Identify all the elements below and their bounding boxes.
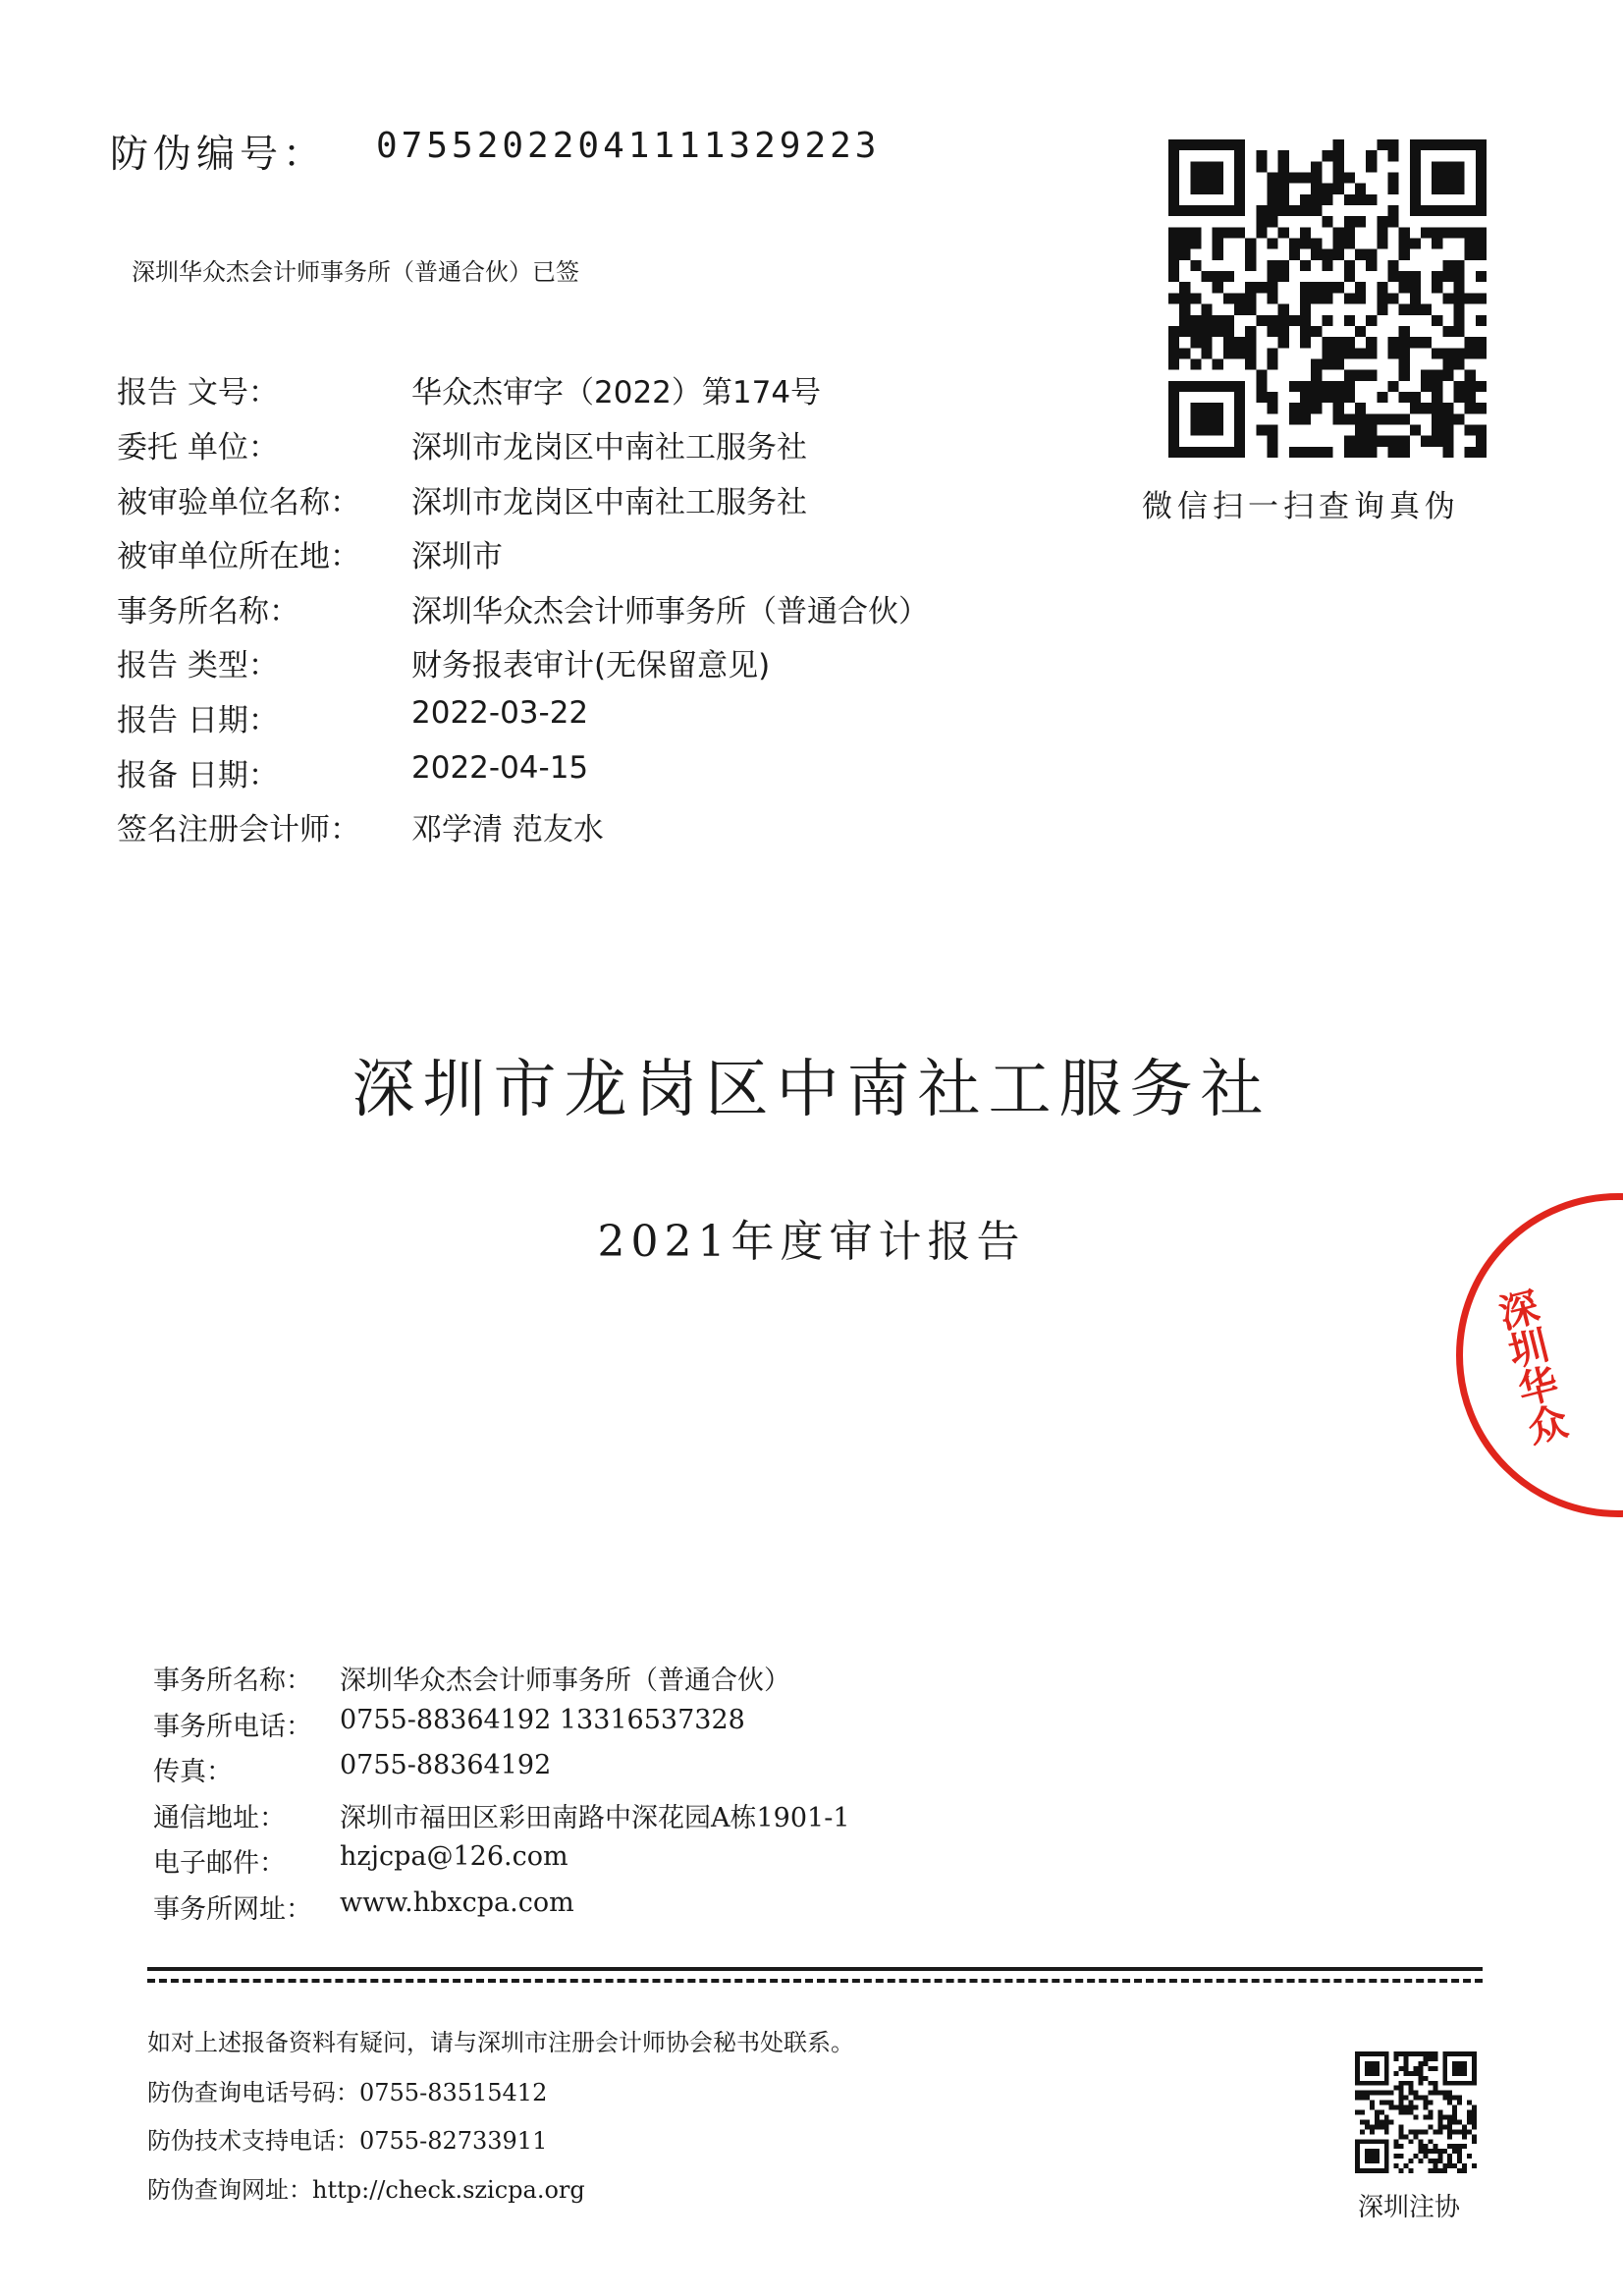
seal-text: 深圳华众 (1488, 1285, 1571, 1449)
footer-phone (147, 2073, 547, 2107)
footer-support-value: 0755-82733911 (359, 2127, 548, 2155)
info-value: 深圳市 (411, 539, 503, 574)
section-divider (147, 1967, 1483, 1975)
footer-url (147, 2170, 585, 2205)
info-value: 深圳市龙岗区中南社工服务社 (411, 485, 807, 520)
footer-phone-label: 防伪查询电话号码： (147, 2079, 359, 2106)
szicpa-qr-caption: 深圳注协 (1358, 2193, 1461, 2222)
anti-counterfeit-code-label: 防伪编号： (110, 133, 327, 177)
firm-value: 深圳市福田区彩田南路中深花园A栋1901-1 (340, 1803, 850, 1833)
info-label: 事务所名称： (117, 594, 299, 629)
firm-label: 事务所电话： (153, 1712, 312, 1742)
footer-note: 如对上述报备资料有疑问，请与深圳市注册会计师协会秘书处联系。 (147, 2029, 854, 2056)
footer-support-label: 防伪技术支持电话： (147, 2127, 359, 2155)
info-value: 2022-03-22 (411, 695, 589, 731)
firm-label: 电子邮件： (153, 1848, 286, 1879)
info-label: 报备 日期： (117, 758, 279, 793)
firm-website-link[interactable]: www.hbxcpa.com (340, 1887, 574, 1918)
anti-counterfeit-code-value: 07552022041111329223 (376, 126, 881, 166)
info-value: 财务报表审计(无保留意见) (411, 648, 771, 683)
footer-url-link[interactable]: http://check.szicpa.org (312, 2176, 585, 2204)
firm-label: 事务所网址： (153, 1894, 312, 1925)
firm-label: 通信地址： (153, 1803, 286, 1833)
firm-label: 传真： (153, 1757, 233, 1787)
footer-phone-value: 0755-83515412 (359, 2079, 548, 2106)
footer-support (147, 2121, 547, 2156)
info-label: 报告 文号： (117, 375, 279, 410)
info-label: 签名注册会计师： (117, 812, 360, 847)
info-value: 深圳华众杰会计师事务所（普通合伙） (411, 594, 929, 629)
signed-notice: 深圳华众杰会计师事务所（普通合伙）已签 (132, 258, 579, 286)
section-divider-dashed (147, 1979, 1483, 1983)
info-label: 报告 日期： (117, 703, 279, 738)
info-value: 华众杰审字（2022）第174号 (411, 375, 822, 410)
info-value: 邓学清 范友水 (411, 812, 604, 847)
report-sub-title: 2021年度审计报告 (597, 1217, 1026, 1267)
firm-value: 0755-88364192 (340, 1750, 552, 1780)
qr-caption: 微信扫一扫查询真伪 (1142, 489, 1460, 524)
info-label: 报告 类型： (117, 648, 279, 683)
info-value: 2022-04-15 (411, 750, 589, 786)
firm-email-link[interactable]: hzjcpa@126.com (340, 1841, 568, 1872)
footer-url-label: 防伪查询网址： (147, 2176, 312, 2204)
firm-value: 深圳华众杰会计师事务所（普通合伙） (340, 1666, 790, 1696)
szicpa-qr-code[interactable] (1355, 2051, 1477, 2173)
info-label: 被审验单位名称： (117, 485, 360, 520)
verification-qr-code[interactable] (1168, 139, 1487, 458)
info-label: 委托 单位： (117, 430, 279, 465)
info-value: 深圳市龙岗区中南社工服务社 (411, 430, 807, 465)
info-label: 被审单位所在地： (117, 539, 360, 574)
report-main-title: 深圳市龙岗区中南社工服务社 (352, 1054, 1271, 1126)
firm-label: 事务所名称： (153, 1666, 312, 1696)
firm-value: 0755-88364192 13316537328 (340, 1705, 745, 1735)
